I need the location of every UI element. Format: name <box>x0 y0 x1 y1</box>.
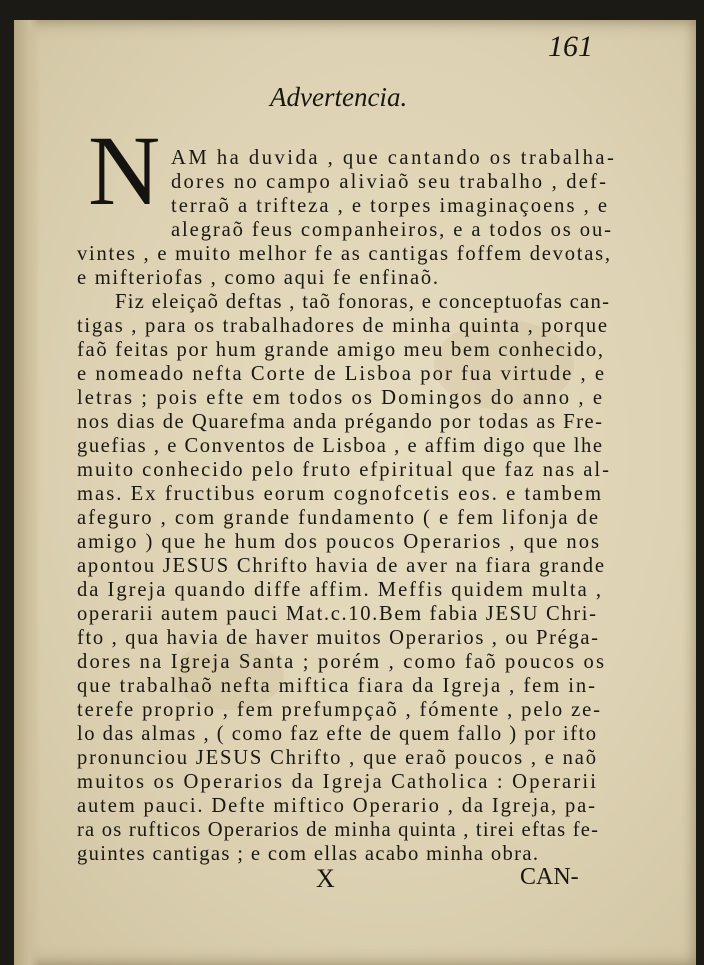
section-heading: Advertencia. <box>270 82 408 112</box>
text-line: muito conhecido pelo fruto efpiritual que faz nas al- <box>77 459 611 481</box>
drop-cap: N <box>88 115 161 226</box>
text-line: terraõ a trifteza , e torpes imaginaçoens , e <box>171 195 609 217</box>
text-line: ra os rufticos Operarios de minha quinta , tirei eftas fe- <box>77 819 600 841</box>
catchword: CAN- <box>520 864 579 890</box>
text-line: operarii autem pauci Mat.c.10.Bem fabia JESU Chri- <box>77 603 598 625</box>
text-line: afeguro , com grande fundamento ( e fem lifonja de <box>77 507 600 529</box>
text-line: e nomeado nefta Corte de Lisboa por fua virtude , e <box>77 363 607 385</box>
text-line: muitos os Operarios da Igreja Catholica : Operarii <box>77 771 599 793</box>
text-line: tigas , para os trabalhadores de minha quinta , porque <box>77 315 609 337</box>
text-line: nos dias de Quarefma anda prégando por todas as Fre- <box>77 411 604 433</box>
text-line: Fiz eleiçaõ deftas , taõ fonoras, e conceptuofas can- <box>115 291 611 313</box>
text-line: apontou JESUS Chrifto havia de aver na fiara grande <box>77 555 606 577</box>
text-line: letras ; pois efte em todos os Domingos do anno , e <box>77 387 605 409</box>
text-line: AM ha duvida , que cantando os trabalha- <box>171 147 617 169</box>
text-line: amigo ) que he hum dos poucos Operarios , que nos <box>77 531 601 553</box>
text-line: fto , qua havia de haver muitos Operarios , ou Préga- <box>77 627 600 649</box>
text-line: autem pauci. Defte miftico Operario , da Igreja, pa- <box>77 795 597 817</box>
text-line: guintes cantigas ; e com ellas acabo minha obra. <box>77 843 540 865</box>
text-line: vintes , e muito melhor fe as cantigas foffem devotas, <box>77 243 612 265</box>
text-line: dores na Igreja Santa ; porém , como faõ poucos os <box>77 651 607 673</box>
text-line: terefe proprio , fem prefumpçaõ , fómente , pelo ze- <box>77 699 602 721</box>
text-line: mas. Ex fructibus eorum cognofcetis eos. e tambem <box>77 483 604 505</box>
page-number: 161 <box>548 30 593 63</box>
text-line: da Igreja quando diffe affim. Meffis quidem multa , <box>77 579 603 601</box>
page-gutter <box>14 20 40 965</box>
text-line: dores no campo aliviaõ seu trabalho , def- <box>171 171 609 193</box>
text-line: e mifteriofas , como aqui fe enfinaõ. <box>77 267 440 289</box>
text-line: faõ feitas por hum grande amigo meu bem conhecido, <box>77 339 605 361</box>
text-line: guefias , e Conventos de Lisboa , e affim digo que lhe <box>77 435 604 457</box>
text-line: pronunciou JESUS Chrifto , que eraõ poucos , e naõ <box>77 747 598 769</box>
signature-mark: X <box>316 864 335 893</box>
text-line: lo das almas , ( como faz efte de quem fallo ) por ifto <box>77 723 598 745</box>
text-line: que trabalhaõ nefta miftica fiara da Igreja , fem in- <box>77 675 597 697</box>
text-line: alegraõ feus companheiros, e a todos os ou- <box>171 219 613 241</box>
